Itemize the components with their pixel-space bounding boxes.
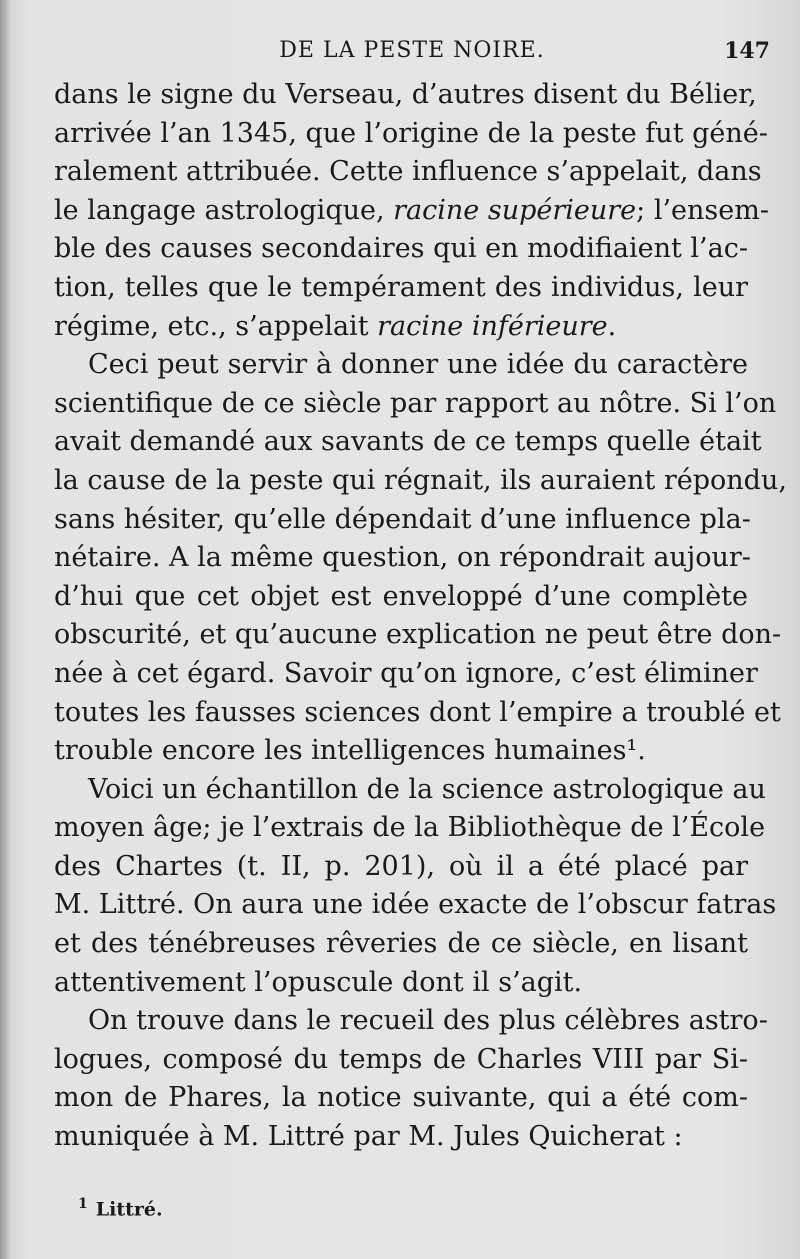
text-line: trouble encore les intelligences humaines¹. (54, 735, 646, 767)
body-text (54, 76, 787, 1157)
text-line: Voici un échantillon de la science astrologique au (88, 773, 766, 805)
text-line: ble des causes secondaires qui en modifiaient l’ac- (54, 233, 748, 265)
italic-term: racine inférieure (377, 310, 608, 342)
text-line: Ceci peut servir à donner une idée du caractère (88, 349, 748, 381)
footnote-mark: 1 (78, 1196, 88, 1212)
text-line: dans le signe du Verseau, d’autres disent du Bélier, (54, 79, 757, 110)
text-line: obscurité, et qu’aucune explication ne peut être don- (54, 619, 782, 651)
text-line: nétaire. A la même question, on répondrait aujour- (54, 542, 751, 574)
text-line: ralement attribuée. Cette influence s’appelait, dans (54, 156, 762, 188)
text-line: muniquée à M. Littré par M. Jules Quicherat : (54, 1121, 683, 1153)
text-line: d’hui que cet objet est enveloppé d’une complète (54, 580, 748, 612)
text-line: attentivement l’opuscule dont il s’agit. (54, 966, 583, 998)
text-line: logues, composé du temps de Charles VIII par Si- (54, 1043, 748, 1075)
page-header (54, 38, 770, 72)
text-line: M. Littré. On aura une idée exacte de l’obscur fatras (54, 889, 777, 921)
text-line: et des ténébreuses rêveries de ce siècle, en lisant (54, 928, 748, 960)
text-line: le langage astrologique, racine supérieure; l’ensem- (54, 194, 769, 226)
text-line: tion, telles que le tempérament des individus, leur (54, 271, 748, 303)
running-title: DE LA PESTE NOIRE. (279, 38, 545, 63)
text-line: sans hésiter, qu’elle dépendait d’une influence pla- (54, 503, 751, 535)
text-line: la cause de la peste qui régnait, ils auraient répondu, (54, 464, 787, 496)
text-line: arrivée l’an 1345, que l’origine de la peste fut géné- (54, 117, 768, 149)
text-line: On trouve dans le recueil des plus célèbres astro- (88, 1005, 768, 1037)
text-line: des Chartes (t. II, p. 201), où il a été placé par (54, 850, 748, 882)
page-number: 147 (724, 38, 770, 64)
text-line: moyen âge; je l’extrais de la Bibliothèque de l’École (54, 812, 766, 844)
text-line: régime, etc., s’appelait racine inférieure. (54, 310, 617, 342)
text-line: avait demandé aux savants de ce temps quelle était (54, 426, 762, 458)
text-line: scientifique de ce siècle par rapport au nôtre. Si l’on (54, 387, 777, 419)
text-line: toutes les fausses sciences dont l’empire a troublé et (54, 696, 781, 728)
page-binding-edge (0, 0, 10, 1259)
text-line: née à cet égard. Savoir qu’on ignore, c’est éliminer (54, 657, 758, 689)
italic-term: racine supérieure (393, 194, 637, 226)
text-line: mon de Phares, la notice suivante, qui a été com- (54, 1082, 748, 1114)
footnote-text: Littré. (95, 1198, 163, 1221)
footnote (78, 1196, 163, 1220)
